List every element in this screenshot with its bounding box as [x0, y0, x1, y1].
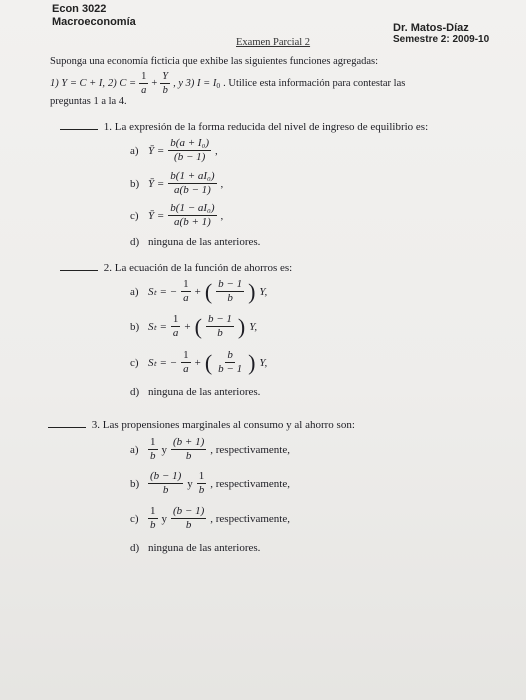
- q3-option-b: b) $\frac{(b - 1)}{b}$ y $\frac{1}{b}$ , respectivamente,: [130, 470, 290, 496]
- q1-option-b: b) Ȳ = $\frac{\text{b(1 + aI₀)}}{a(b - 1)}$ ,: [130, 170, 224, 196]
- intro-eq-2: 2) C =: [108, 78, 137, 89]
- q2-option-c: c) Sₜ = − $\frac{1}{a}$ + ( $\frac{b}{b - 1}$ ) Y,: [130, 349, 268, 375]
- q1-option-a: a) Ȳ = $\frac{\text{b(a + I₀)}}{(b - 1)}$ ,: [130, 137, 218, 163]
- q1-option-c: c) Ȳ = $\frac{\text{b(1 − aI₀)}}{a(b + 1)}$ ,: [130, 202, 224, 228]
- intro-frac-y-over-b: $\frac{Y}{b}$: [162, 71, 169, 96]
- question-3: 3. Las propensiones marginales al consumo y al ahorro son:: [48, 419, 355, 431]
- exam-title: Examen Parcial 2: [236, 37, 311, 48]
- course-code: Econ 3022: [52, 3, 107, 15]
- q2-option-d: d) ninguna de las anteriores.: [130, 386, 261, 398]
- answer-blank-2[interactable]: [60, 270, 98, 271]
- question-2: 2. La ecuación de la función de ahorros es:: [60, 262, 292, 274]
- intro-line-2: 1) Y = C + I, 2) C = $\frac{1}{a}$ + $\frac{Y}{b}$ , y 3) $I = I_0$ . Utilice esta información para contestar las: [50, 71, 406, 96]
- q2-option-b: b) Sₜ = $\frac{1}{a}$ + ( $\frac{b - 1}{b}$ ) Y,: [130, 313, 258, 339]
- intro-eq-1: 1) Y = C + I,: [50, 78, 106, 89]
- answer-blank-3[interactable]: [48, 427, 86, 428]
- intro-eq-3: , y 3) $I = I_0$: [173, 77, 221, 90]
- intro-suffix: . Utilice esta información para contestar las: [223, 78, 406, 89]
- intro-line-3: preguntas 1 a la 4.: [50, 96, 127, 107]
- q1-option-d: d) ninguna de las anteriores.: [130, 236, 261, 248]
- q2-option-a: a) Sₜ = − $\frac{1}{a}$ + ( $\frac{b - 1}{b}$ ) Y,: [130, 278, 268, 304]
- q3-option-d: d) ninguna de las anteriores.: [130, 542, 261, 554]
- q3-option-c: c) $\frac{1}{b}$ y $\frac{(b - 1)}{b}$ , respectivamente,: [130, 505, 290, 531]
- intro-frac-1-over-a: $\frac{1}{a}$: [141, 71, 147, 96]
- answer-blank-1[interactable]: [60, 129, 98, 130]
- semester: Semestre 2: 2009-10: [393, 34, 490, 45]
- question-1: 1. La expresión de la forma reducida del nivel de ingreso de equilibrio es:: [60, 121, 428, 133]
- course-name: Macroeconomía: [52, 16, 136, 28]
- professor-name: Dr. Matos-Díaz: [393, 22, 469, 34]
- q3-option-a: a) $\frac{1}{b}$ y $\frac{(b + 1)}{b}$ , respectivamente,: [130, 436, 290, 462]
- intro-line-1: Suponga una economía ficticia que exhibe las siguientes funciones agregadas:: [50, 56, 379, 67]
